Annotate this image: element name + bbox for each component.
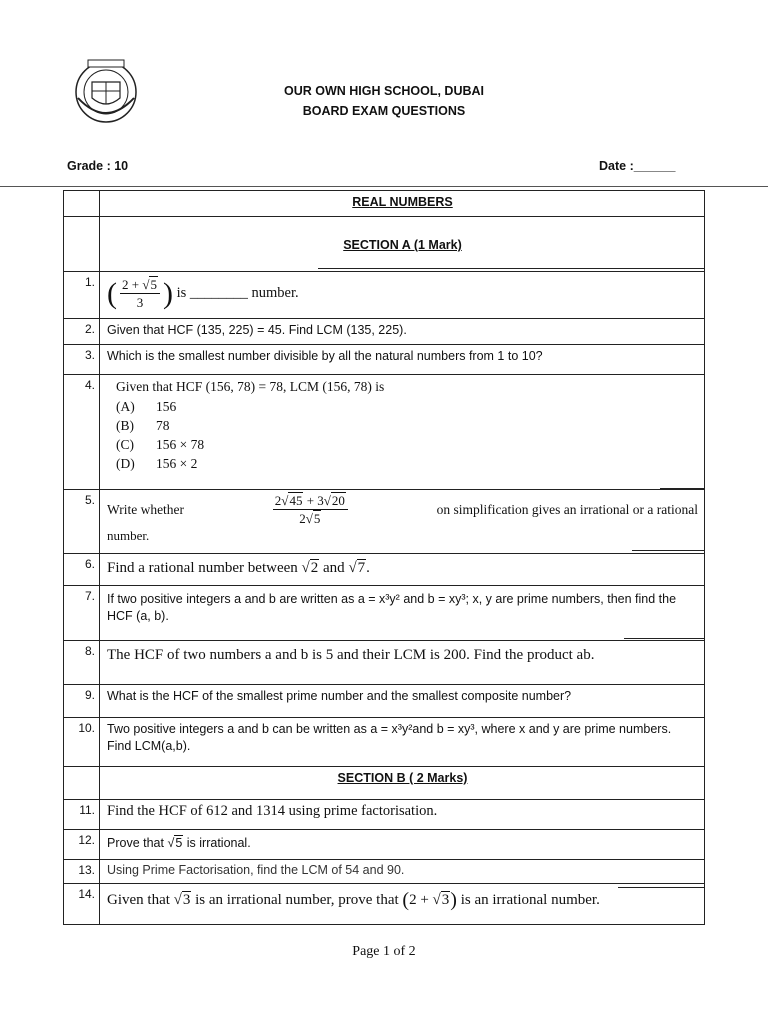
question-row (64, 641, 705, 685)
question-row (64, 860, 705, 884)
page-number: Page 1 of 2 (352, 944, 416, 959)
option-label: (A) (116, 399, 135, 414)
options-list (116, 398, 698, 472)
option-value: 78 (156, 418, 170, 433)
school-name: OUR OWN HIGH SCHOOL, DUBAI (284, 84, 484, 98)
option-value: 156 (156, 399, 177, 414)
question-text: The HCF of two numbers a and b is 5 and their LCM is 200. Find the product ab. (100, 641, 705, 685)
question-text: Given that HCF (135, 225) = 45. Find LCM (135, 225). (100, 319, 705, 345)
question-number: 14. (64, 884, 100, 925)
question-number: 8. (64, 641, 100, 685)
question-text: Using Prime Factorisation, find the LCM of 54 and 90. (100, 860, 705, 884)
question-number: 12. (64, 830, 100, 860)
section-b-heading: SECTION B ( 2 Marks) (100, 767, 705, 800)
question-row (64, 586, 705, 641)
question-number: 5. (64, 490, 100, 554)
chapter-title: REAL NUMBERS (100, 191, 705, 217)
question-row (64, 319, 705, 345)
question-table (63, 190, 705, 925)
question-number: 4. (64, 375, 100, 490)
question-row (64, 345, 705, 375)
question-text: Two positive integers a and b can be written as a = x³y²and b = xy³, where x and y are prime numbers. Find LCM(a,b). (100, 718, 705, 767)
question-text: Prove that √5 is irrational. (100, 830, 705, 860)
question-text: Given that HCF (156, 78) = 78, LCM (156, 78) is (A) 156 (B) 78 (C) 156 × 78 (D) 156 × 2 (100, 375, 705, 490)
divider-line (318, 268, 704, 269)
question-text: Find the HCF of 612 and 1314 using prime factorisation. (100, 800, 705, 830)
option-label: (C) (116, 437, 134, 452)
question-number: 3. (64, 345, 100, 375)
question-text: Given that √3 is an irrational number, prove that (2 + √3) is an irrational number. (100, 884, 705, 925)
grade-label: Grade : 10 (67, 159, 129, 173)
exam-subtitle: BOARD EXAM QUESTIONS (302, 104, 466, 118)
question-row (64, 375, 705, 490)
question-number: 7. (64, 586, 100, 641)
question-row (64, 718, 705, 767)
option-label: (D) (116, 456, 135, 471)
question-number: 2. (64, 319, 100, 345)
question-number: 11. (64, 800, 100, 830)
header-divider (0, 186, 768, 187)
divider-line (618, 887, 704, 888)
question-row (64, 685, 705, 718)
question-text: If two positive integers a and b are written as a = x³y² and b = xy³; x, y are prime numbers, then find the HCF (a, b). (100, 586, 705, 641)
question-text: ( $\frac{2 + √5}{3}$ ) is ________ number. (100, 272, 705, 319)
question-row (64, 884, 705, 925)
option-label: (B) (116, 418, 134, 433)
divider-line (660, 488, 704, 489)
option-value: 156 × 2 (156, 456, 198, 471)
question-number: 9. (64, 685, 100, 718)
question-number: 13. (64, 860, 100, 884)
section-a-heading: SECTION A (1 Mark) (100, 217, 705, 272)
divider-line (624, 638, 704, 639)
option-value: 156 × 78 (156, 437, 205, 452)
question-row (64, 272, 705, 319)
question-row (64, 800, 705, 830)
question-row (64, 554, 705, 586)
question-row (64, 490, 705, 554)
question-text: Write whether $\frac{2√45 + 3√20}{2√5}$ on simplification gives an irrational or a rational number. (100, 490, 705, 554)
question-text: Which is the smallest number divisible by all the natural numbers from 1 to 10? (100, 345, 705, 375)
question-text: Find a rational number between √2 and √7. (100, 554, 705, 586)
question-number: 6. (64, 554, 100, 586)
question-number: 1. (64, 272, 100, 319)
date-field: Date :______ (599, 159, 676, 173)
question-number: 10. (64, 718, 100, 767)
divider-line (632, 550, 704, 551)
question-row (64, 830, 705, 860)
question-text: What is the HCF of the smallest prime number and the smallest composite number? (100, 685, 705, 718)
